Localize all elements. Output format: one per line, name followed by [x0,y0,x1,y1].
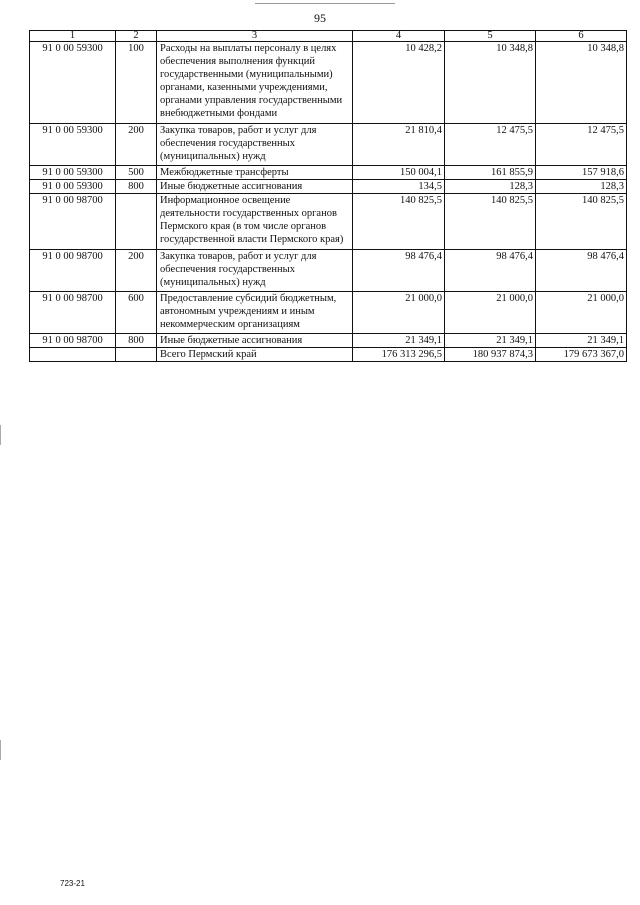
value-col4-cell: 98 476,4 [353,250,445,292]
table-row [30,194,627,250]
value-col6-cell: 98 476,4 [536,250,627,292]
value-col5-cell: 98 476,4 [445,250,536,292]
value-col6-cell: 140 825,5 [536,194,627,250]
value-col5-cell: 21 000,0 [445,292,536,334]
item-name-cell: Расходы на выплаты персоналу в целях обеспечения выполнения функций государственными (муниципальными) органами, казенными учреждениями, органами управления государственными внебюджетными фондами [157,42,353,124]
target-code-cell: 91 0 00 98700 [30,334,116,348]
column-header-3: 3 [157,31,353,42]
column-header-5: 5 [445,31,536,42]
value-col5-cell: 12 475,5 [445,124,536,166]
target-code-cell: 91 0 00 98700 [30,250,116,292]
value-col5-cell: 128,3 [445,180,536,194]
value-col4-cell: 21 000,0 [353,292,445,334]
table-row [30,334,627,348]
target-code-cell: 91 0 00 98700 [30,292,116,334]
total-col4-cell: 176 313 296,5 [353,348,445,362]
table-row [30,292,627,334]
target-code-cell: 91 0 00 59300 [30,166,116,180]
table-row [30,250,627,292]
total-col6-cell: 179 673 367,0 [536,348,627,362]
expense-type-cell: 800 [116,180,157,194]
table-row [30,124,627,166]
item-name-cell: Предоставление субсидий бюджетным, автономным учреждениям и иным некоммерческим организациям [157,292,353,334]
column-header-2: 2 [116,31,157,42]
total-label-cell: Всего Пермский край [157,348,353,362]
footer-document-code: 723-21 [60,879,85,888]
target-code-cell [30,348,116,362]
target-code-cell: 91 0 00 59300 [30,42,116,124]
item-name-cell: Закупка товаров, работ и услуг для обеспечения государственных (муниципальных) нужд [157,250,353,292]
expense-type-cell: 200 [116,124,157,166]
value-col6-cell: 21 000,0 [536,292,627,334]
value-col6-cell: 10 348,8 [536,42,627,124]
target-code-cell: 91 0 00 98700 [30,194,116,250]
expense-type-cell [116,194,157,250]
value-col4-cell: 140 825,5 [353,194,445,250]
table-header-row [30,31,627,42]
expense-type-cell: 100 [116,42,157,124]
item-name-cell: Иные бюджетные ассигнования [157,180,353,194]
expense-type-cell [116,348,157,362]
value-col6-cell: 12 475,5 [536,124,627,166]
expense-type-cell: 500 [116,166,157,180]
item-name-cell: Закупка товаров, работ и услуг для обеспечения государственных (муниципальных) нужд [157,124,353,166]
table-row [30,166,627,180]
value-col4-cell: 134,5 [353,180,445,194]
item-name-cell: Иные бюджетные ассигнования [157,334,353,348]
budget-table-container [29,30,626,362]
budget-table [29,30,627,362]
table-total-row [30,348,627,362]
value-col5-cell: 21 349,1 [445,334,536,348]
scan-edge-mark [0,425,4,445]
value-col6-cell: 21 349,1 [536,334,627,348]
value-col6-cell: 157 918,6 [536,166,627,180]
target-code-cell: 91 0 00 59300 [30,180,116,194]
top-scan-rule [255,3,395,4]
total-col5-cell: 180 937 874,3 [445,348,536,362]
item-name-cell: Информационное освещение деятельности государственных органов Пермского края (в том числе органов государственной власти Пермского края) [157,194,353,250]
scan-edge-mark [0,740,4,760]
value-col4-cell: 21 349,1 [353,334,445,348]
expense-type-cell: 800 [116,334,157,348]
value-col6-cell: 128,3 [536,180,627,194]
column-header-1: 1 [30,31,116,42]
column-header-6: 6 [536,31,627,42]
value-col4-cell: 150 004,1 [353,166,445,180]
value-col5-cell: 161 855,9 [445,166,536,180]
column-header-4: 4 [353,31,445,42]
page-number: 95 [314,11,326,25]
target-code-cell: 91 0 00 59300 [30,124,116,166]
value-col4-cell: 10 428,2 [353,42,445,124]
table-row [30,180,627,194]
value-col4-cell: 21 810,4 [353,124,445,166]
expense-type-cell: 600 [116,292,157,334]
expense-type-cell: 200 [116,250,157,292]
item-name-cell: Межбюджетные трансферты [157,166,353,180]
value-col5-cell: 10 348,8 [445,42,536,124]
value-col5-cell: 140 825,5 [445,194,536,250]
table-row [30,42,627,124]
